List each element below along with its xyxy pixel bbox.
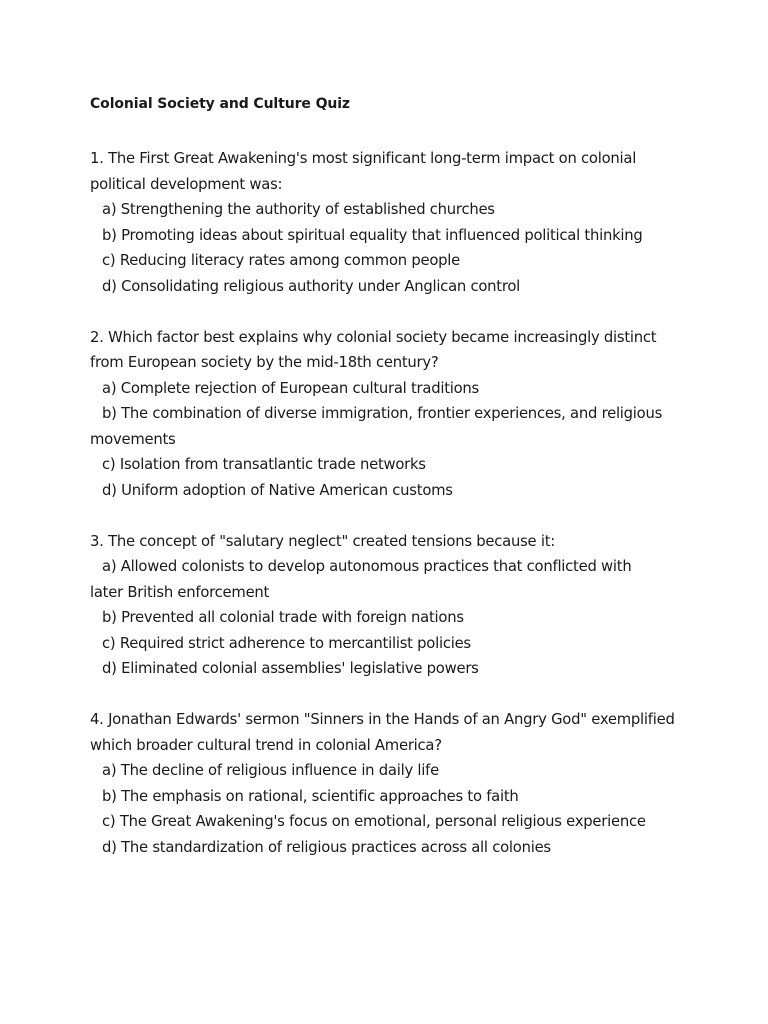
answer-option-b: b) The emphasis on rational, scientific approaches to faith [102,787,519,805]
answer-option-b: b) Prevented all colonial trade with foreign nations [102,609,464,626]
question-stem-line: 1. The First Great Awakening's most significant long-term impact on colonial [90,150,637,167]
answer-option-b: b) Promoting ideas about spiritual equality that influenced political thinking [102,226,643,244]
question-4 [90,707,690,860]
question-3 [90,529,690,682]
question-stem-line: 2. Which factor best explains why colonial society became increasingly distinct [90,328,657,346]
answer-option-d: d) The standardization of religious practices across all colonies [102,838,551,856]
answer-option-c: c) Reducing literacy rates among common people [102,252,460,269]
answer-option-c: c) The Great Awakening's focus on emotional, personal religious experience [102,813,646,830]
quiz-content [90,94,690,886]
question-stem-line: which broader cultural trend in colonial America? [90,736,442,754]
question-1 [90,146,690,299]
question-stem-line: from European society by the mid-18th century? [90,354,439,371]
answer-option-c: c) Required strict adherence to mercantilist policies [102,634,471,652]
answer-option-a: a) Complete rejection of European cultural traditions [102,379,479,397]
answer-option-d: d) Eliminated colonial assemblies' legislative powers [102,660,479,677]
answer-option-b: b) The combination of diverse immigration, frontier experiences, and religious [102,405,663,422]
question-stem-line: 4. Jonathan Edwards' sermon "Sinners in the Hands of an Angry God" exemplified [90,711,675,728]
question-2 [90,325,690,504]
answer-option-c: c) Isolation from transatlantic trade networks [102,456,426,473]
question-stem-line: political development was: [90,175,283,193]
answer-option-a: a) The decline of religious influence in daily life [102,762,439,779]
answer-option-a: a) Strengthening the authority of established churches [102,201,495,218]
answer-option-a-continuation: later British enforcement [90,583,270,601]
page-title: Colonial Society and Culture Quiz [90,96,350,112]
question-stem-line: 3. The concept of "salutary neglect" created tensions because it: [90,532,555,550]
answer-option-b-continuation: movements [90,430,176,448]
answer-option-d: d) Uniform adoption of Native American customs [102,481,453,499]
answer-option-a: a) Allowed colonists to develop autonomous practices that conflicted with [102,558,632,575]
answer-option-d: d) Consolidating religious authority under Anglican control [102,277,521,295]
